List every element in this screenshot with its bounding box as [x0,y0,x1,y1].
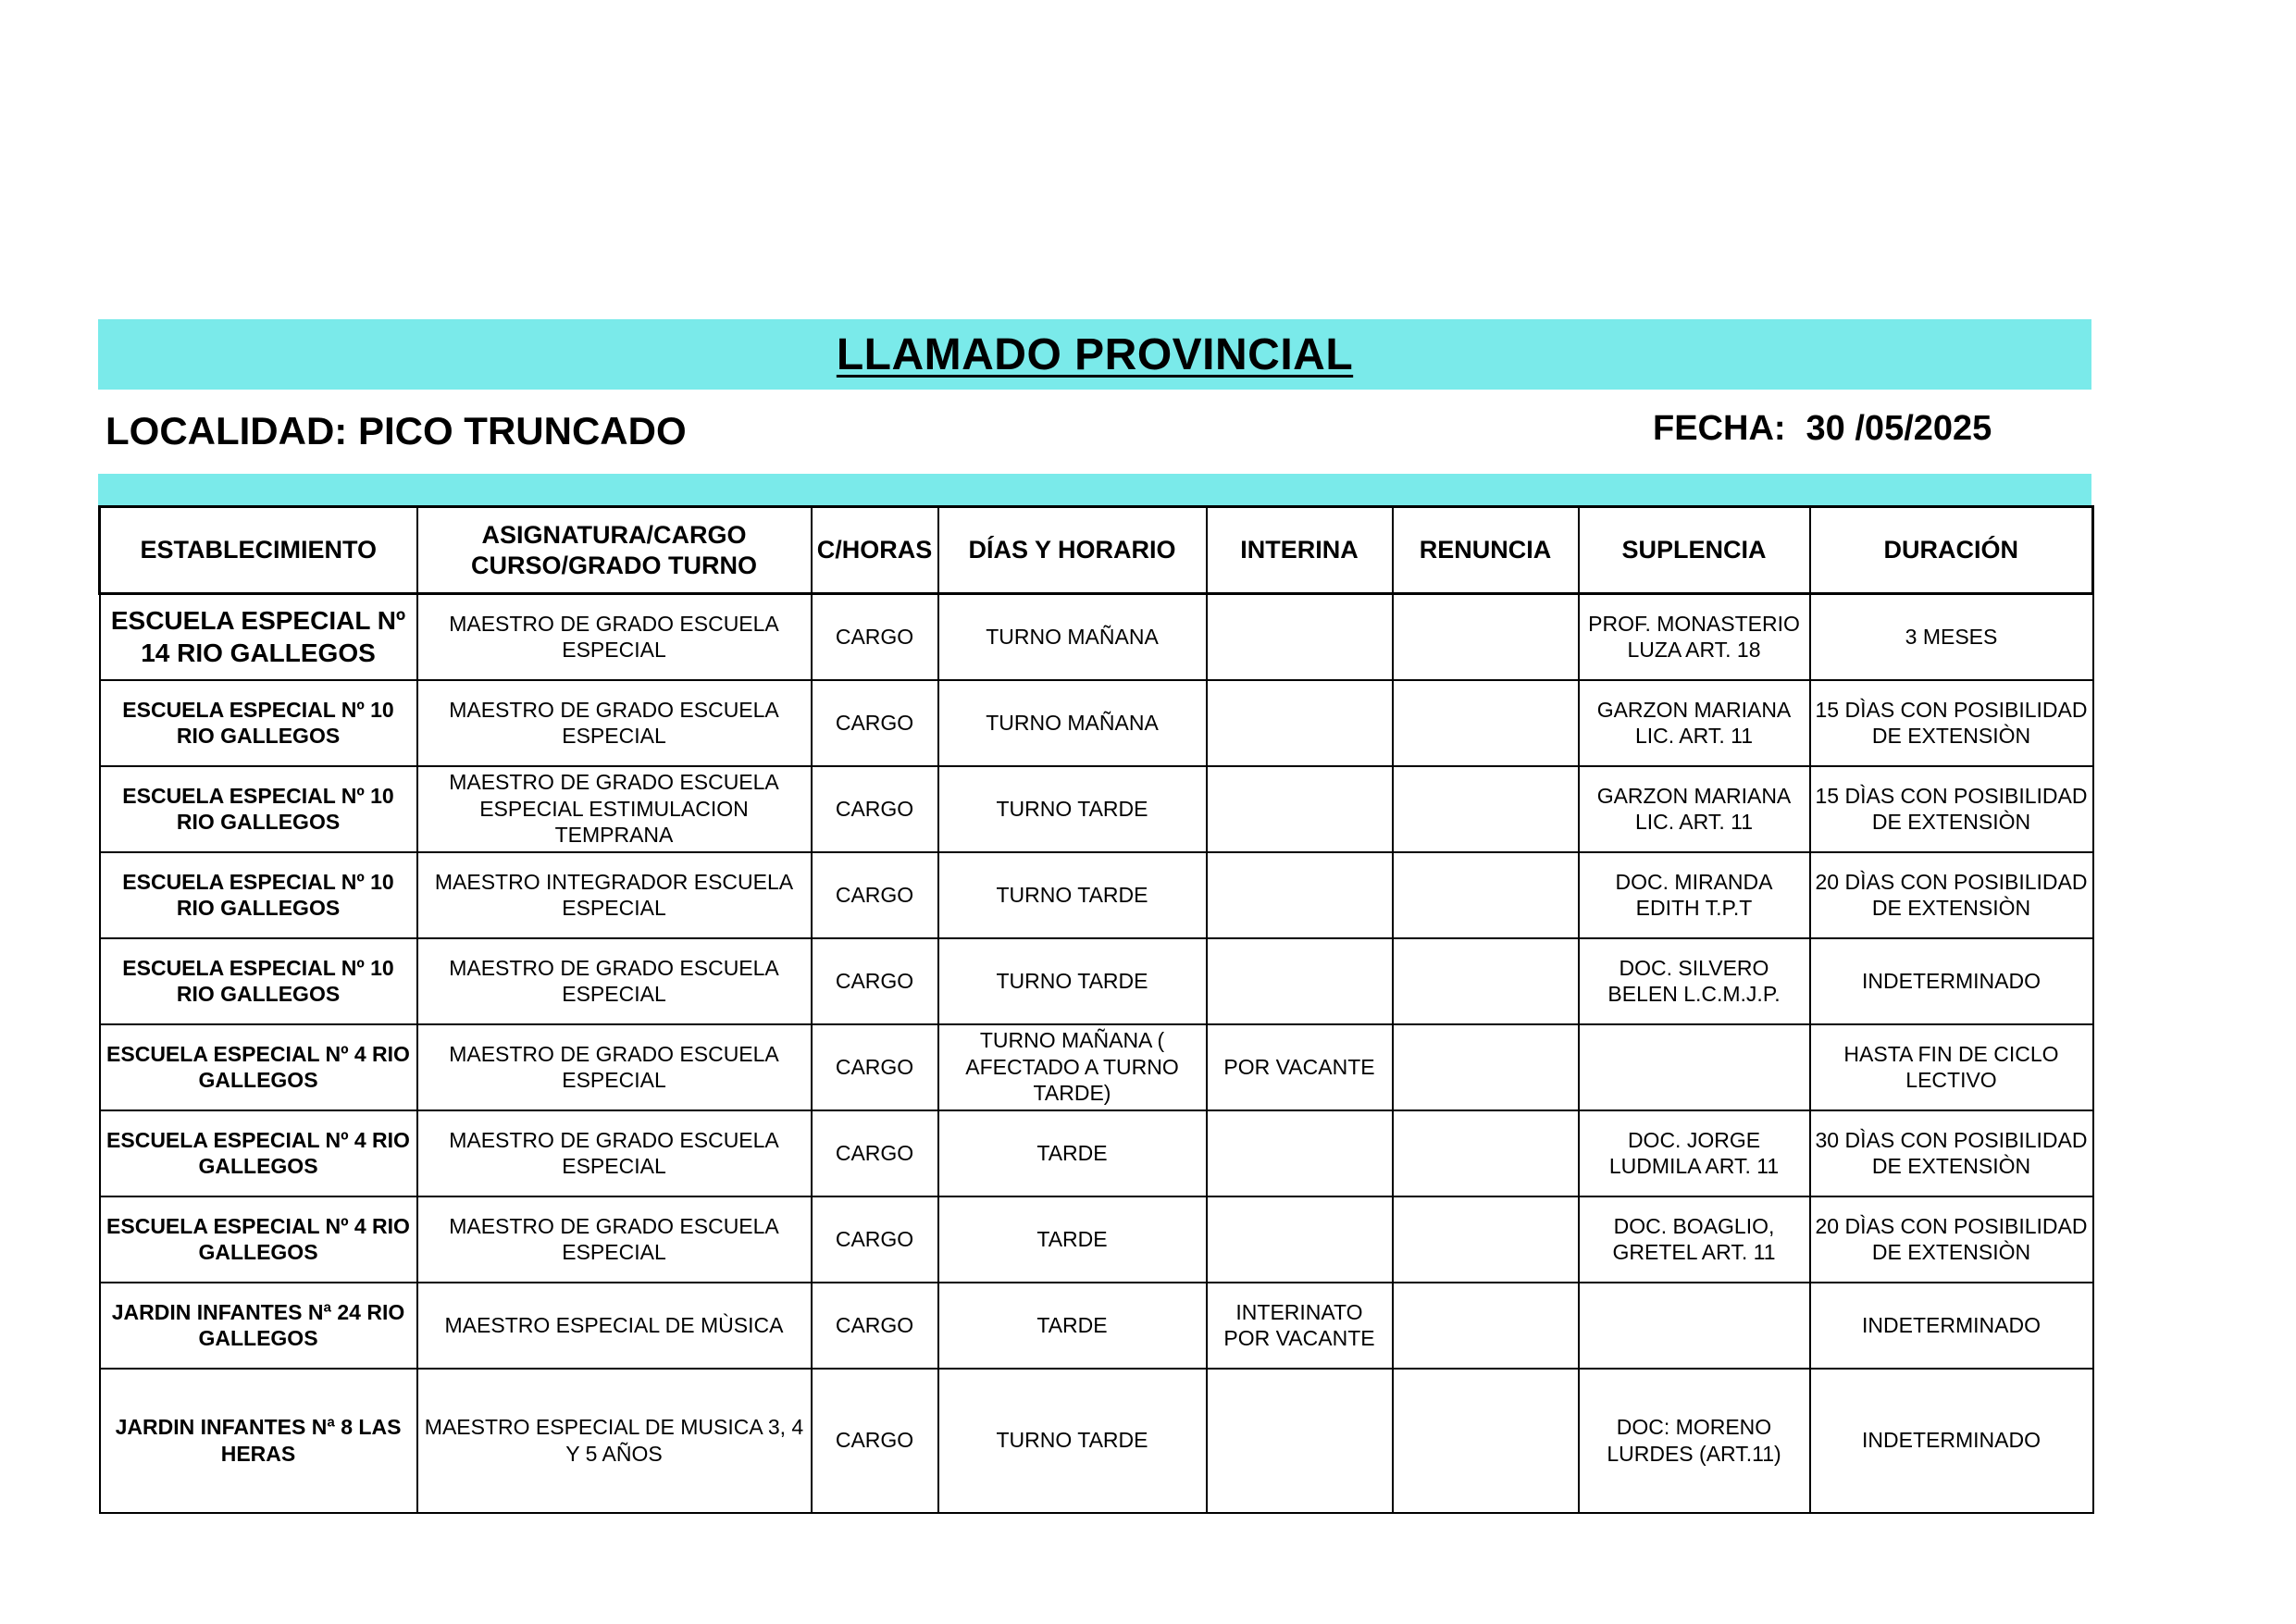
cell-horas: CARGO [812,852,938,938]
cell-suplencia: DOC. MIRANDA EDITH T.P.T [1579,852,1810,938]
cell-suplencia: DOC: MORENO LURDES (ART.11) [1579,1369,1810,1513]
table-row [100,766,2093,852]
cell-duracion: 15 DÌAS CON POSIBILIDAD DE EXTENSIÒN [1810,680,2093,766]
cell-asignatura: MAESTRO DE GRADO ESCUELA ESPECIAL ESTIMULACION TEMPRANA [417,766,812,852]
cell-establecimiento: ESCUELA ESPECIAL Nº 10 RIO GALLEGOS [100,938,417,1024]
cell-establecimiento: ESCUELA ESPECIAL Nº 4 RIO GALLEGOS [100,1110,417,1196]
col-header-asignatura: ASIGNATURA/CARGO CURSO/GRADO TURNO [417,507,812,594]
cell-horas: CARGO [812,1369,938,1513]
cell-horario: TARDE [938,1110,1207,1196]
cell-interina [1207,680,1393,766]
cell-horario: TURNO MAÑANA ( AFECTADO A TURNO TARDE) [938,1024,1207,1110]
table-row [100,680,2093,766]
col-header-establecimiento: ESTABLECIMIENTO [100,507,417,594]
cell-horario: TURNO MAÑANA [938,680,1207,766]
table-row [100,1024,2093,1110]
cell-asignatura: MAESTRO INTEGRADOR ESCUELA ESPECIAL [417,852,812,938]
cell-renuncia [1393,1283,1579,1369]
cell-interina [1207,1110,1393,1196]
cell-interina: POR VACANTE [1207,1024,1393,1110]
vacancies-table [98,505,2094,1514]
cell-horario: TURNO TARDE [938,1369,1207,1513]
cell-interina [1207,766,1393,852]
cell-establecimiento: ESCUELA ESPECIAL Nº 10 RIO GALLEGOS [100,852,417,938]
cell-horario: TURNO TARDE [938,852,1207,938]
col-header-renuncia: RENUNCIA [1393,507,1579,594]
fecha-block [1653,409,1992,449]
cell-asignatura: MAESTRO DE GRADO ESCUELA ESPECIAL [417,1110,812,1196]
cell-duracion: HASTA FIN DE CICLO LECTIVO [1810,1024,2093,1110]
cell-duracion: 20 DÌAS CON POSIBILIDAD DE EXTENSIÒN [1810,852,2093,938]
cell-suplencia: GARZON MARIANA LIC. ART. 11 [1579,766,1810,852]
cell-duracion: INDETERMINADO [1810,1369,2093,1513]
table-row [100,1283,2093,1369]
cell-duracion: 3 MESES [1810,594,2093,680]
cell-suplencia: DOC. JORGE LUDMILA ART. 11 [1579,1110,1810,1196]
cell-interina [1207,594,1393,680]
cell-interina [1207,938,1393,1024]
cell-horas: CARGO [812,680,938,766]
cell-duracion: 15 DÌAS CON POSIBILIDAD DE EXTENSIÒN [1810,766,2093,852]
cell-asignatura: MAESTRO DE GRADO ESCUELA ESPECIAL [417,938,812,1024]
table-row [100,938,2093,1024]
cell-interina [1207,852,1393,938]
cell-renuncia [1393,594,1579,680]
cell-asignatura: MAESTRO ESPECIAL DE MUSICA 3, 4 Y 5 AÑOS [417,1369,812,1513]
table-row [100,1196,2093,1283]
cell-establecimiento: JARDIN INFANTES Nª 8 LAS HERAS [100,1369,417,1513]
cell-horario: TARDE [938,1283,1207,1369]
cell-asignatura: MAESTRO DE GRADO ESCUELA ESPECIAL [417,1024,812,1110]
col-header-suplencia: SUPLENCIA [1579,507,1810,594]
cell-horas: CARGO [812,1024,938,1110]
cell-horario: TURNO TARDE [938,766,1207,852]
cell-renuncia [1393,852,1579,938]
cell-horario: TURNO MAÑANA [938,594,1207,680]
cell-horario: TARDE [938,1196,1207,1283]
col-header-horas: C/HORAS [812,507,938,594]
cell-suplencia: DOC. SILVERO BELEN L.C.M.J.P. [1579,938,1810,1024]
cell-asignatura: MAESTRO DE GRADO ESCUELA ESPECIAL [417,1196,812,1283]
cell-horas: CARGO [812,938,938,1024]
cell-horario: TURNO TARDE [938,938,1207,1024]
cell-suplencia: GARZON MARIANA LIC. ART. 11 [1579,680,1810,766]
cell-horas: CARGO [812,766,938,852]
cell-duracion: INDETERMINADO [1810,1283,2093,1369]
cell-horas: CARGO [812,1283,938,1369]
cell-establecimiento: ESCUELA ESPECIAL Nº 10 RIO GALLEGOS [100,680,417,766]
separator-band [98,474,2091,505]
cell-suplencia [1579,1024,1810,1110]
cell-horas: CARGO [812,1196,938,1283]
table-row [100,594,2093,680]
fecha-label: FECHA: [1653,409,1786,448]
cell-duracion: INDETERMINADO [1810,938,2093,1024]
title-band [98,319,2091,390]
cell-establecimiento: ESCUELA ESPECIAL Nº 10 RIO GALLEGOS [100,766,417,852]
cell-renuncia [1393,1024,1579,1110]
cell-horas: CARGO [812,1110,938,1196]
localidad-label: LOCALIDAD: PICO TRUNCADO [105,409,687,452]
cell-duracion: 20 DÌAS CON POSIBILIDAD DE EXTENSIÒN [1810,1196,2093,1283]
cell-suplencia: DOC. BOAGLIO, GRETEL ART. 11 [1579,1196,1810,1283]
cell-horas: CARGO [812,594,938,680]
table-row [100,1369,2093,1513]
col-header-horario: DÍAS Y HORARIO [938,507,1207,594]
cell-asignatura: MAESTRO ESPECIAL DE MÙSICA [417,1283,812,1369]
col-header-interina: INTERINA [1207,507,1393,594]
cell-renuncia [1393,1110,1579,1196]
cell-interina: INTERINATO POR VACANTE [1207,1283,1393,1369]
header-row [100,507,2093,594]
cell-renuncia [1393,938,1579,1024]
table-row [100,852,2093,938]
cell-duracion: 30 DÌAS CON POSIBILIDAD DE EXTENSIÒN [1810,1110,2093,1196]
cell-renuncia [1393,680,1579,766]
cell-renuncia [1393,1196,1579,1283]
cell-establecimiento: ESCUELA ESPECIAL Nº 4 RIO GALLEGOS [100,1196,417,1283]
cell-establecimiento: JARDIN INFANTES Nª 24 RIO GALLEGOS [100,1283,417,1369]
col-header-duracion: DURACIÓN [1810,507,2093,594]
cell-suplencia: PROF. MONASTERIO LUZA ART. 18 [1579,594,1810,680]
page-title: LLAMADO PROVINCIAL [836,329,1354,379]
cell-renuncia [1393,766,1579,852]
fecha-value: 30 /05/2025 [1806,409,1992,448]
cell-interina [1207,1369,1393,1513]
cell-suplencia [1579,1283,1810,1369]
cell-establecimiento: ESCUELA ESPECIAL Nº 4 RIO GALLEGOS [100,1024,417,1110]
cell-interina [1207,1196,1393,1283]
cell-asignatura: MAESTRO DE GRADO ESCUELA ESPECIAL [417,594,812,680]
cell-establecimiento: ESCUELA ESPECIAL Nº 14 RIO GALLEGOS [100,594,417,680]
cell-asignatura: MAESTRO DE GRADO ESCUELA ESPECIAL [417,680,812,766]
cell-renuncia [1393,1369,1579,1513]
table-row [100,1110,2093,1196]
